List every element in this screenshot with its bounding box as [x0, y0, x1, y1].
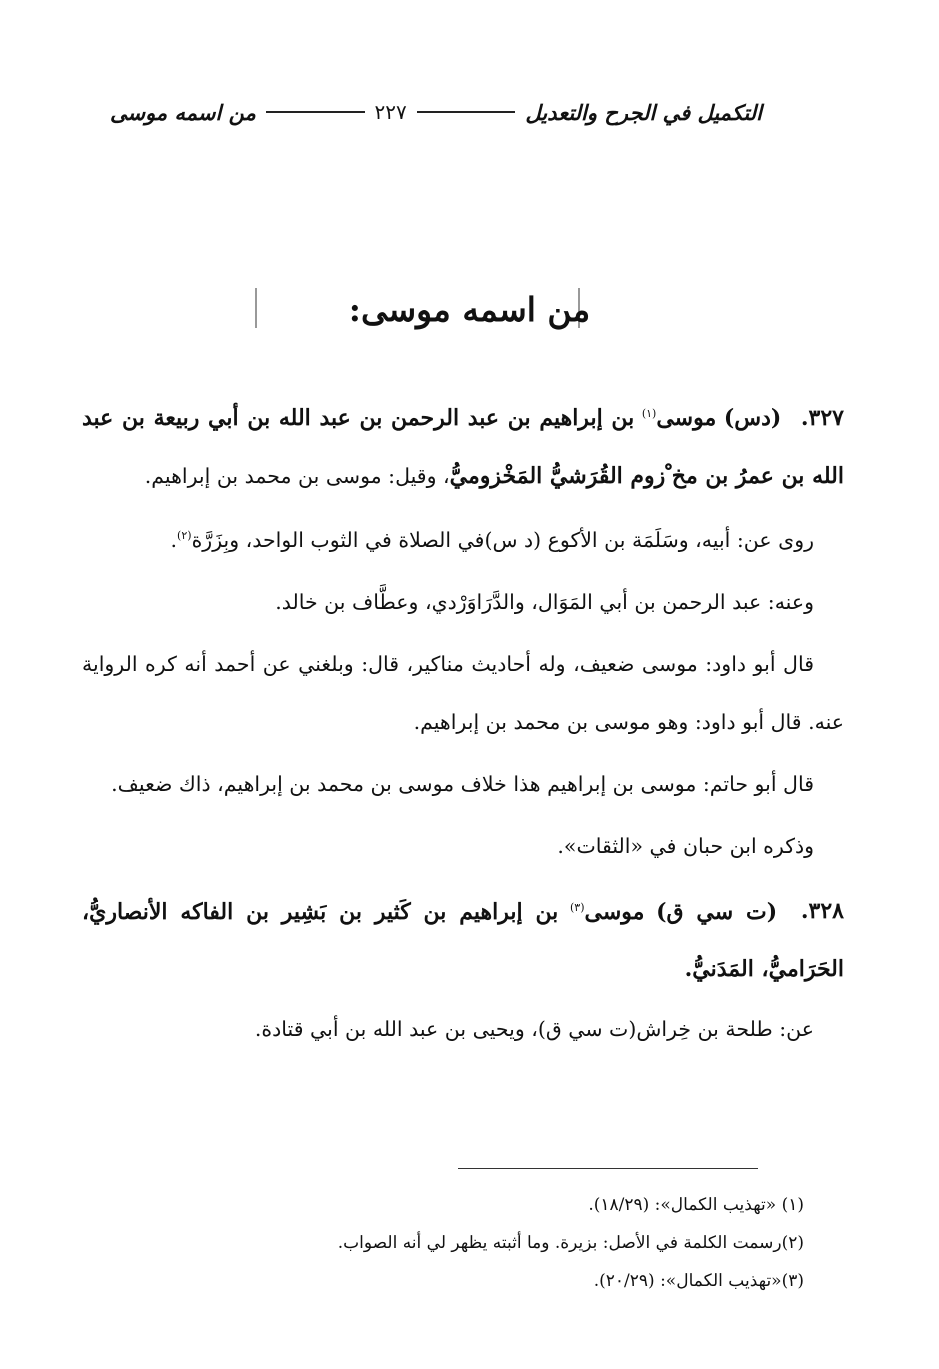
- footnote-divider: [458, 1168, 758, 1169]
- footnote-2: (٢)رسمت الكلمة في الأصل: بزيرة. وما أثبته يظهر لي أنه الصواب.: [337, 1233, 804, 1253]
- footnote-ref[interactable]: (١): [641, 407, 657, 420]
- header-rule: [417, 111, 516, 113]
- footnote-3: (٣)«تهذيب الكمال»: (٢٠/٢٩).: [593, 1271, 804, 1291]
- paragraph: وذكره ابن حبان في «الثقات».: [557, 833, 814, 858]
- entry-number: ٣٢٧.: [800, 404, 844, 431]
- entry-name: موسى: [656, 404, 717, 431]
- entry-code: (دس): [723, 404, 782, 431]
- paragraph: قال أبو داود: موسى ضعيف، وله أحاديث مناكير، قال: وبلغني عن أحمد أنه كره الرواية عنه. قال أبو داود: وهو موسى بن محمد بن إبراهيم.: [82, 651, 844, 734]
- entry-327: [82, 385, 844, 505]
- section-title: من اسمه موسى:: [348, 290, 591, 329]
- page-number: ٢٢٧: [374, 100, 407, 124]
- footnote-ref[interactable]: (٢): [177, 528, 192, 542]
- entry-rest: ، وقيل: موسى بن محمد بن إبراهيم.: [144, 463, 450, 488]
- footnote-ref[interactable]: (٣): [570, 900, 585, 914]
- entry-lineage: بن إبراهيم بن عبد الرحمن بن عبد الله بن أبي ربيعة بن عبد الله بن عمرُ بن مخ ْزوم القُرَشيُّ المَخْزوميُّ: [82, 404, 844, 489]
- paragraph: وعنه: عبد الرحمن بن أبي المَوَال، والدَّرَاوَرْدي، وعطَّاف بن خالد.: [275, 589, 814, 614]
- header-book-title: التكميل في الجرح والتعديل: [525, 99, 762, 125]
- paragraph-tail: .: [170, 527, 178, 552]
- entry-code: (ت سي ق): [656, 898, 778, 925]
- footnotes: [184, 1186, 804, 1300]
- entry-328: [82, 879, 844, 999]
- footnote-1: (١) «تهذيب الكمال»: (١٨/٢٩).: [588, 1195, 804, 1215]
- entry-name: موسى: [584, 898, 645, 925]
- main-text: [82, 385, 844, 1062]
- paragraph: قال أبو حاتم: موسى بن إبراهيم هذا خلاف موسى بن محمد بن إبراهيم، ذاك ضعيف.: [111, 771, 814, 796]
- paragraph: عن: طلحة بن خِراش(ت سي ق)، ويحيى بن عبد الله بن أبي قتادة.: [254, 1017, 814, 1042]
- header-rule: [266, 111, 365, 113]
- entry-lineage: بن إبراهيم بن كَثير بن بَشِير بن الفاكه الأنصاريُّ، الحَرَاميُّ، المَدَنيُّ.: [82, 898, 844, 983]
- paragraph: [82, 507, 844, 569]
- paragraph-text: روى عن: أبيه، وسَلَمَة بن الأكوع (د س)في الصلاة في الثوب الواحد، وبِزَرَّة: [191, 527, 814, 552]
- running-header: [110, 92, 762, 132]
- entry-number: ٣٢٨.: [800, 898, 844, 925]
- header-section: من اسمه موسى: [109, 99, 256, 125]
